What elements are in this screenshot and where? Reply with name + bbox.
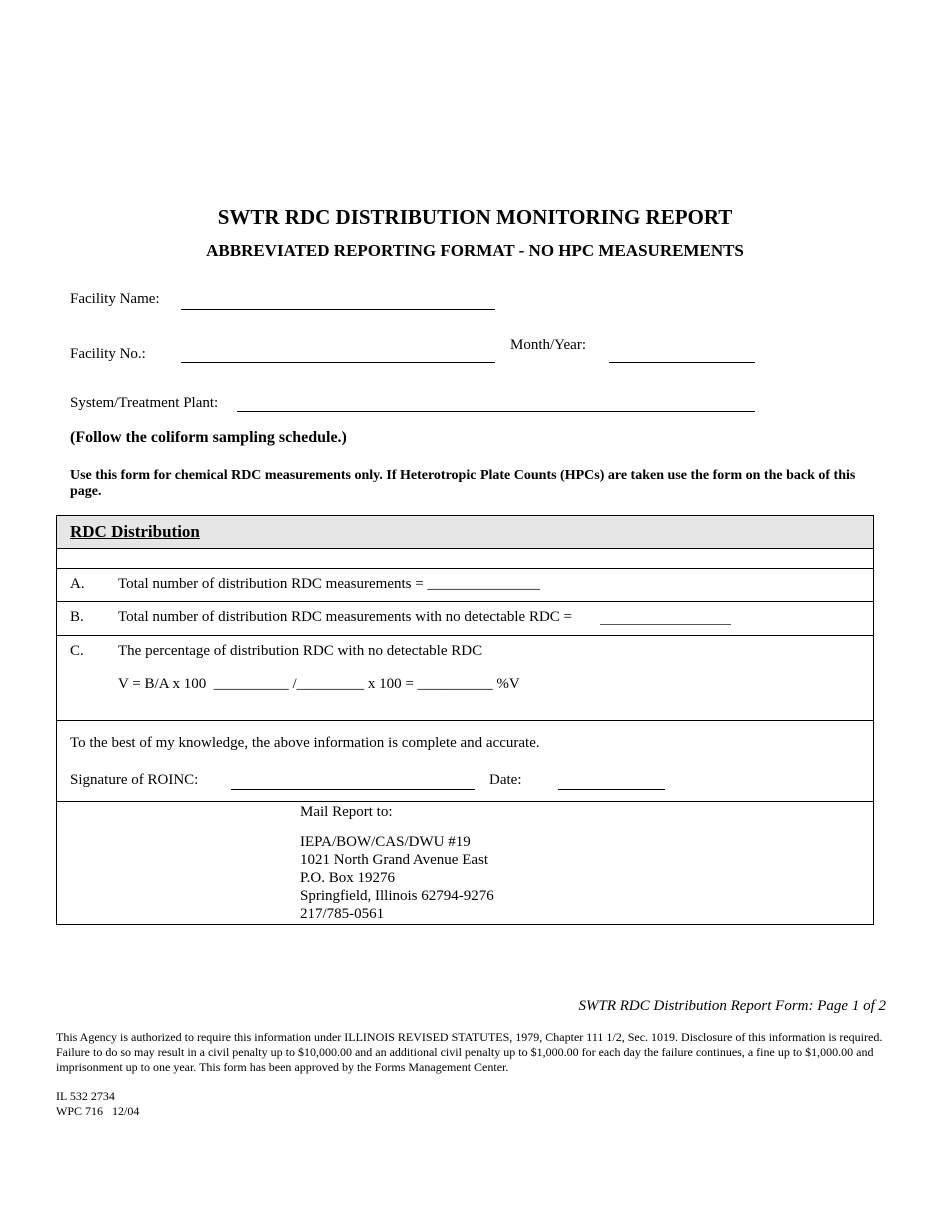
form-version: WPC 716 12/04 bbox=[56, 1104, 140, 1118]
row-c-text: The percentage of distribution RDC with no detectable RDC bbox=[118, 643, 483, 659]
certification-statement: To the best of my knowledge, the above information is complete and accurate. bbox=[70, 735, 540, 751]
rdc-table-header bbox=[56, 515, 874, 549]
facility-name-label: Facility Name: bbox=[70, 291, 160, 307]
signature-label: Signature of ROINC: bbox=[70, 772, 199, 788]
percentage-formula: V = B/A x 100 __________ /_________ x 100 = __________ %V bbox=[118, 676, 520, 692]
facility-no-label: Facility No.: bbox=[70, 346, 146, 362]
system-plant-label: System/Treatment Plant: bbox=[70, 395, 219, 411]
address-line: 1021 North Grand Avenue East bbox=[300, 852, 489, 868]
divider bbox=[56, 635, 874, 636]
month-year-field[interactable] bbox=[609, 362, 755, 363]
divider bbox=[56, 568, 874, 569]
divider bbox=[56, 801, 874, 802]
report-subtitle: ABBREVIATED REPORTING FORMAT - NO HPC MEASUREMENTS bbox=[206, 241, 744, 260]
row-b-letter: B. bbox=[70, 609, 84, 625]
table-bottom-border bbox=[56, 924, 874, 925]
row-b-text: Total number of distribution RDC measurements with no detectable RDC = bbox=[118, 609, 572, 625]
month-year-label: Month/Year: bbox=[510, 337, 586, 353]
address-line: Springfield, Illinois 62794-9276 bbox=[300, 888, 494, 904]
facility-no-field[interactable] bbox=[181, 362, 495, 363]
coliform-schedule-note: (Follow the coliform sampling schedule.) bbox=[70, 429, 347, 446]
row-b-answer-field[interactable] bbox=[600, 624, 731, 625]
row-a-letter: A. bbox=[70, 576, 85, 592]
mail-label: Mail Report to: bbox=[300, 804, 393, 820]
form-code: IL 532 2734 bbox=[56, 1089, 115, 1103]
row-a-text: Total number of distribution RDC measurements = _______________ bbox=[118, 576, 540, 592]
system-plant-field[interactable] bbox=[237, 411, 755, 412]
facility-name-field[interactable] bbox=[181, 309, 495, 310]
report-title: SWTR RDC DISTRIBUTION MONITORING REPORT bbox=[217, 205, 733, 229]
address-line: P.O. Box 19276 bbox=[300, 870, 396, 886]
divider bbox=[56, 720, 874, 721]
row-c-letter: C. bbox=[70, 643, 84, 659]
address-line: IEPA/BOW/CAS/DWU #19 bbox=[300, 834, 471, 850]
mail-address bbox=[300, 833, 494, 923]
date-label: Date: bbox=[489, 772, 522, 788]
date-field[interactable] bbox=[558, 789, 665, 790]
legal-notice: This Agency is authorized to require this information under ILLINOIS REVISED STATUTES, 1979, Chapter 111 1/2, Sec. 1019. Disclosure of this information is required. Failure to do so may result in a civil penalty up to $10,000.00 and an additional civil penalty up to $1,000.00 for each day the failure continues, a fine up to $1,000.00 and imprisonment up to one year. This form has been approved by the Forms Management Center. bbox=[56, 1030, 883, 1074]
page-indicator: SWTR RDC Distribution Report Form: Page 1 of 2 bbox=[578, 998, 886, 1014]
rdc-table-heading: RDC Distribution bbox=[70, 522, 200, 541]
phone-line: 217/785-0561 bbox=[300, 906, 385, 922]
form-instruction: Use this form for chemical RDC measurements only. If Heterotropic Plate Counts (HPCs) are taken use the form on the back of this page. bbox=[70, 468, 856, 499]
signature-field[interactable] bbox=[231, 789, 475, 790]
divider bbox=[56, 601, 874, 602]
